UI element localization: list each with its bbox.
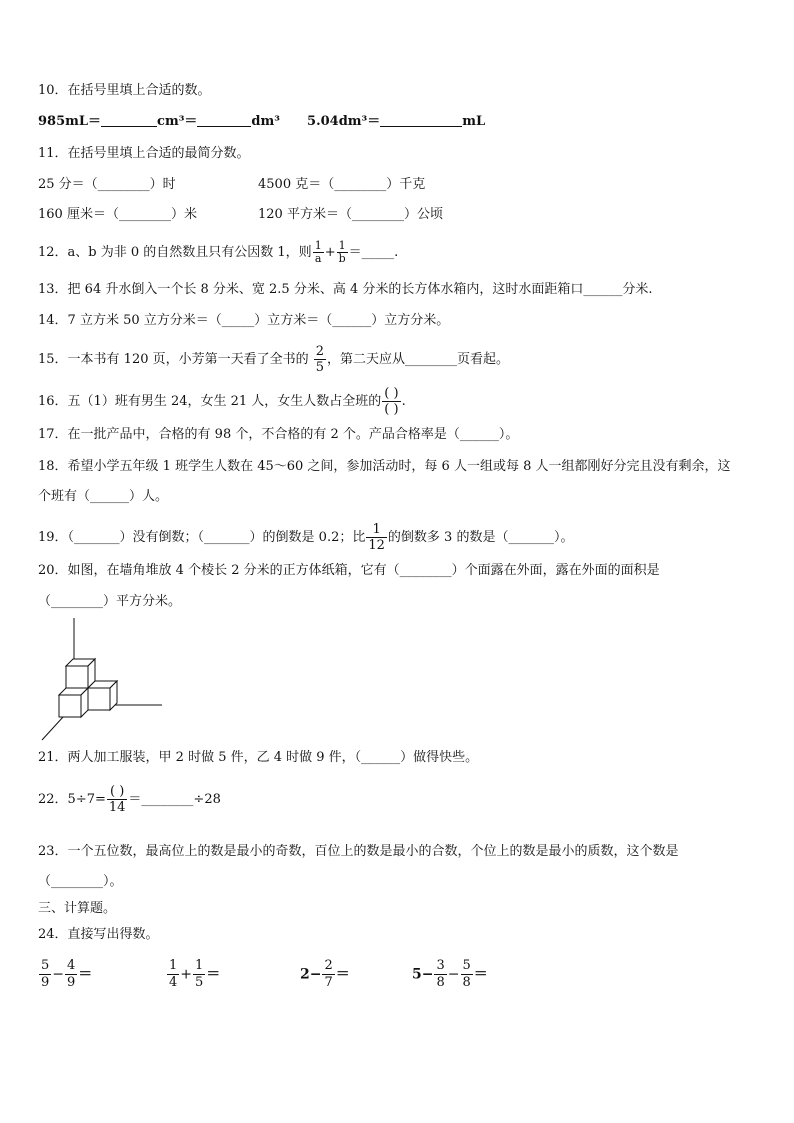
q19 (38, 522, 573, 553)
q24-e3-den: 7 (324, 975, 333, 990)
q24-e4-a-num: 3 (436, 958, 445, 973)
q19-post: 的倒数多 3 的数是（_______）。 (387, 530, 574, 545)
q11-b: 4500 克＝（________）千克 (258, 177, 426, 192)
q23-line-2: （________）。 (38, 874, 123, 889)
q10-p4: 5.04dm³＝ (307, 114, 381, 129)
q16-frac-den: ( ) (384, 402, 399, 417)
q24-e2-op: + (180, 966, 193, 983)
q24-e2-b-num: 1 (195, 958, 204, 973)
q12-pre: 12．a、b 为非 0 的自然数且只有公因数 1，则 (38, 245, 312, 260)
q19-frac-num: 1 (366, 522, 387, 538)
section-3-heading: 三、计算题。 (38, 901, 117, 916)
q24-e2-b-den: 5 (195, 975, 204, 990)
q16-frac (382, 386, 400, 417)
q22-frac-num: ( ) (107, 784, 128, 800)
q10-blank-2[interactable] (197, 113, 251, 127)
q15-post: ，第二天应从________页看起。 (327, 352, 510, 367)
q10-p2: cm³＝ (157, 114, 198, 129)
q22-pre: 22．5÷7= (38, 792, 106, 807)
q24-e4-b-num: 5 (462, 958, 471, 973)
q11-title: 11．在括号里填上合适的最简分数。 (38, 146, 250, 161)
q24-e1-frac-a (39, 958, 51, 991)
q24-e4-op: − (447, 966, 460, 983)
q22 (38, 784, 221, 815)
q24-e4-eq: ＝ (473, 966, 488, 983)
q15 (38, 344, 509, 375)
q11-a: 25 分＝（________）时 (38, 177, 176, 192)
q19-frac-den: 12 (368, 538, 385, 553)
q24-e1-eq: ＝ (78, 966, 93, 983)
q10-title: 10．在括号里填上合适的数。 (38, 83, 211, 98)
q18-line-1: 18．希望小学五年级 1 班学生人数在 45～60 之间，参加活动时，每 6 人一组或每 8 人一组都刚好分完且没有剩余，这 (38, 459, 731, 474)
q22-post: ＝________÷28 (128, 792, 221, 807)
q10-line (38, 113, 485, 131)
q10-p3: dm³ (251, 114, 280, 129)
q24-e4-pre: 5− (412, 966, 434, 983)
q24-e3-num: 2 (324, 958, 333, 973)
q12 (38, 240, 398, 265)
q24-expr-4 (412, 958, 488, 991)
q12-post: ＝_____. (348, 245, 399, 260)
q24-expr-3 (300, 958, 350, 991)
q24-e1-frac-b (65, 958, 77, 991)
q16-pre: 16．五（1）班有男生 24，女生 21 人，女生人数占全班的 (38, 394, 382, 409)
q24-e1-b-num: 4 (67, 958, 76, 973)
q11-d: 120 平方米＝（________）公顷 (258, 207, 443, 222)
q18-line-2: 个班有（______）人。 (38, 489, 169, 504)
q12-frac-1 (313, 240, 324, 265)
q24-e2-a-den: 4 (169, 975, 178, 990)
q19-frac (366, 522, 387, 553)
q24-e1-a-den: 9 (41, 975, 50, 990)
q20-line-1: 20．如图，在墙角堆放 4 个棱长 2 分米的正方体纸箱，它有（________）个面露在外面，露在外面的面积是 (38, 563, 660, 578)
q12-frac-2 (337, 240, 348, 265)
q24-e1-op: − (52, 966, 65, 983)
q12-plus: + (324, 245, 336, 260)
q24-e3-eq: ＝ (335, 966, 350, 983)
q24-title: 24．直接写出得数。 (38, 927, 159, 942)
q10-p5: mL (462, 114, 486, 129)
q10-blank-3[interactable] (380, 113, 462, 127)
q24-e2-frac-b (193, 958, 205, 991)
cube-stack-figure (36, 614, 166, 742)
q24-expr-2 (166, 958, 220, 991)
q16-frac-num: ( ) (384, 386, 399, 401)
q24-e1-b-den: 9 (67, 975, 76, 990)
q23-line-1: 23．一个五位数，最高位上的数是最小的奇数，百位上的数是最小的合数，个位上的数是最小的质数，这个数是 (38, 844, 679, 859)
q24-e3-frac (322, 958, 334, 991)
q19-pre: 19．（_______）没有倒数；（_______）的倒数是 0.2；比 (38, 530, 366, 545)
q24-expr-1 (38, 958, 92, 991)
q16-post: . (401, 394, 406, 409)
q22-frac-den: 14 (108, 800, 126, 815)
q24-e4-a-den: 8 (436, 975, 445, 990)
q22-frac (107, 784, 128, 815)
q10-p1: 985mL＝ (38, 114, 102, 129)
q12-frac-2-den: b (338, 252, 346, 265)
q17: 17．在一批产品中，合格的有 98 个，不合格的有 2 个。产品合格率是（______）。 (38, 427, 519, 442)
q10-blank-1[interactable] (101, 113, 157, 127)
q12-frac-1-num: 1 (314, 239, 322, 252)
q15-frac (314, 344, 326, 375)
q12-frac-1-den: a (314, 252, 322, 265)
q12-frac-2-num: 1 (337, 240, 348, 253)
q14: 14．7 立方米 50 立方分米＝（_____）立方米＝（______）立方分米。 (38, 313, 450, 328)
q20-line-2: （________）平方分米。 (38, 594, 182, 609)
q24-e4-b-den: 8 (462, 975, 471, 990)
q24-e1-a-num: 5 (41, 958, 50, 973)
q24-e4-frac-b (461, 958, 473, 991)
q13: 13．把 64 升水倒入一个长 8 分米、宽 2.5 分米、高 4 分米的长方体水箱内，这时水面距箱口______分米. (38, 282, 653, 297)
q24-e3-pre: 2− (300, 966, 322, 983)
q16 (38, 386, 406, 417)
q15-frac-num: 2 (315, 344, 325, 359)
q21: 21．两人加工服装，甲 2 时做 5 件，乙 4 时做 9 件，（______）做得快些。 (38, 750, 479, 765)
q24-e2-frac-a (167, 958, 179, 991)
q11-c: 160 厘米＝（________）米 (38, 207, 197, 222)
q15-pre: 15．一本书有 120 页，小芳第一天看了全书的 (38, 352, 309, 367)
q24-e4-frac-a (434, 958, 446, 991)
q15-frac-den: 5 (315, 360, 325, 375)
q24-e2-eq: ＝ (206, 966, 221, 983)
q24-e2-a-num: 1 (169, 958, 178, 973)
